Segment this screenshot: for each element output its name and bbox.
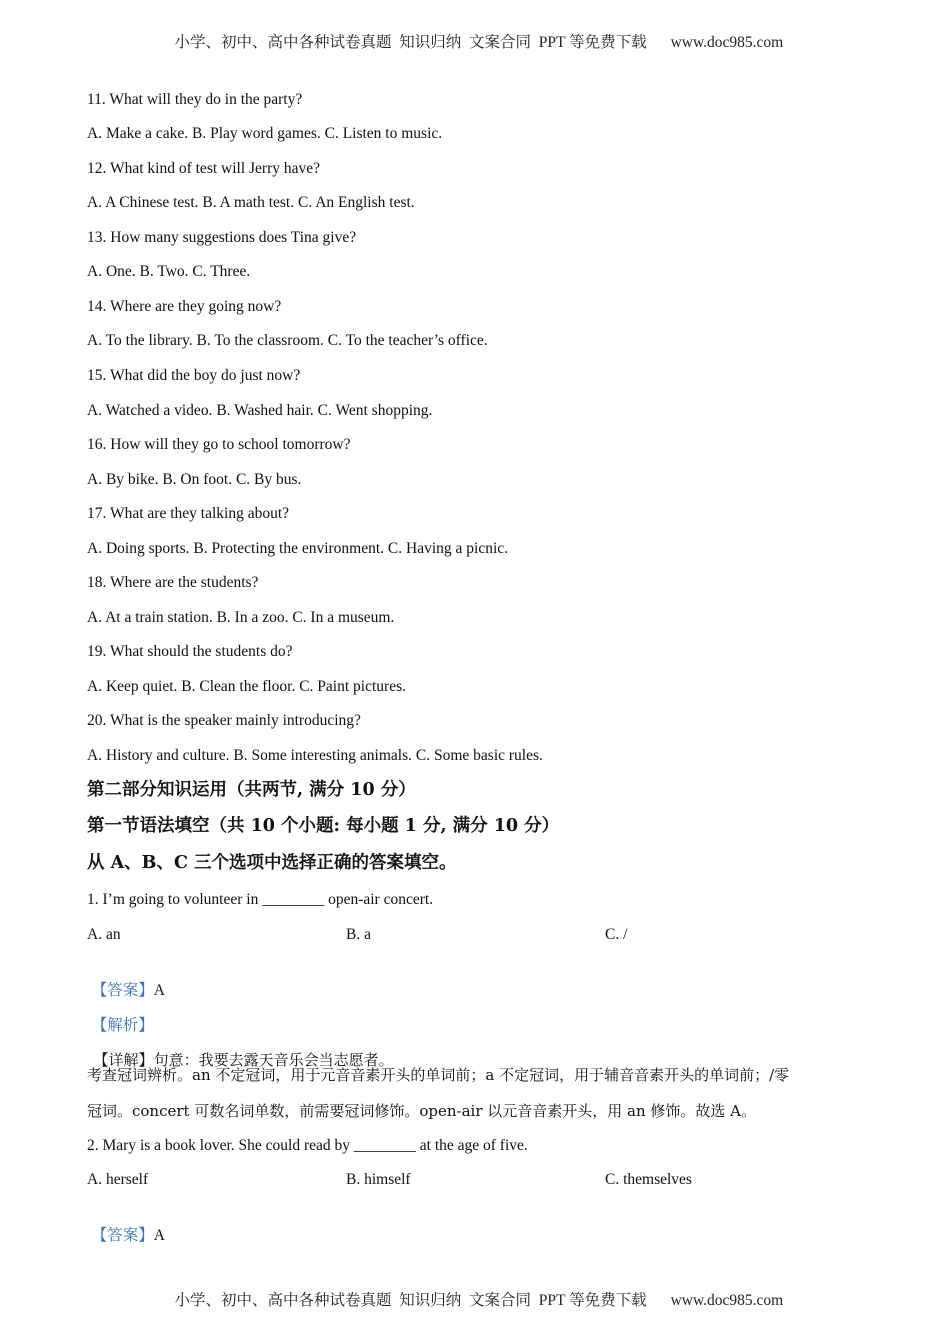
page-header: [0, 12, 950, 52]
options-13: A. One. B. Two. C. Three.: [87, 263, 251, 280]
grammar-1-explanation-line-2: 冠词。concert 可数名词单数，前需要冠词修饰。open-air 以元音音素开头，用 an 修饰。故选 A。: [87, 1102, 756, 1120]
answer-value: A: [153, 982, 165, 999]
answer-label: 【答案】: [91, 1226, 154, 1244]
question-15: 15. What did the boy do just now?: [87, 367, 301, 384]
question-11: 11. What will they do in the party?: [87, 91, 303, 108]
grammar-2-option-c: C. themselves: [605, 1171, 692, 1188]
grammar-2-answer: [84, 1205, 165, 1246]
header-text: 小学、初中、高中各种试卷真题 知识归纳 文案合同 PPT 等免费下载: [174, 34, 647, 51]
grammar-question-1: 1. I’m going to volunteer in ________ open-air concert.: [87, 891, 434, 908]
section-instruction: 从 A、B、C 三个选项中选择正确的答案填空。: [87, 853, 457, 873]
question-12: 12. What kind of test will Jerry have?: [87, 160, 321, 177]
grammar-1-detail: [84, 1030, 394, 1070]
question-16: 16. How will they go to school tomorrow?: [87, 436, 351, 453]
footer-url[interactable]: www.doc985.com: [670, 1292, 784, 1309]
grammar-2-option-a: A. herself: [87, 1171, 149, 1188]
grammar-1-option-b: B. a: [346, 926, 371, 943]
options-15: A. Watched a video. B. Washed hair. C. Went shopping.: [87, 402, 433, 419]
grammar-1-option-c: C. /: [605, 926, 628, 943]
answer-value: A: [153, 1227, 165, 1244]
grammar-question-2: 2. Mary is a book lover. She could read by ________ at the age of five.: [87, 1137, 528, 1154]
section-subtitle: 第一节语法填空（共 10 个小题: 每小题 1 分, 满分 10 分）: [87, 816, 560, 836]
options-14: A. To the library. B. To the classroom. C. To the teacher’s office.: [87, 332, 488, 349]
options-20: A. History and culture. B. Some interesting animals. C. Some basic rules.: [87, 747, 543, 764]
question-17: 17. What are they talking about?: [87, 505, 290, 522]
grammar-2-option-b: B. himself: [346, 1171, 411, 1188]
question-20: 20. What is the speaker mainly introducing?: [87, 712, 361, 729]
grammar-1-option-a: A. an: [87, 926, 121, 943]
options-11: A. Make a cake. B. Play word games. C. Listen to music.: [87, 125, 443, 142]
options-18: A. At a train station. B. In a zoo. C. In a museum.: [87, 609, 395, 626]
question-18: 18. Where are the students?: [87, 574, 259, 591]
options-17: A. Doing sports. B. Protecting the environment. C. Having a picnic.: [87, 540, 509, 557]
detail-text: 句意：我要去露天音乐会当志愿者。: [153, 1051, 394, 1069]
question-13: 13. How many suggestions does Tina give?: [87, 229, 357, 246]
header-url[interactable]: www.doc985.com: [670, 34, 784, 51]
answer-label: 【答案】: [91, 981, 154, 999]
analysis-label: 【解析】: [91, 1016, 154, 1034]
question-19: 19. What should the students do?: [87, 643, 293, 660]
question-14: 14. Where are they going now?: [87, 298, 282, 315]
footer-text: 小学、初中、高中各种试卷真题 知识归纳 文案合同 PPT 等免费下载: [174, 1292, 647, 1309]
part-title: 第二部分知识运用（共两节, 满分 10 分）: [87, 780, 416, 800]
options-16: A. By bike. B. On foot. C. By bus.: [87, 471, 302, 488]
options-12: A. A Chinese test. B. A math test. C. An English test.: [87, 194, 415, 211]
options-19: A. Keep quiet. B. Clean the floor. C. Paint pictures.: [87, 678, 406, 695]
page-footer: [0, 1270, 950, 1310]
detail-label: 【详解】: [93, 1051, 154, 1069]
grammar-1-explanation-line-1: 考查冠词辨析。an 不定冠词，用于元音音素开头的单词前；a 不定冠词，用于辅音音素开头的单词前；/零: [87, 1066, 790, 1084]
